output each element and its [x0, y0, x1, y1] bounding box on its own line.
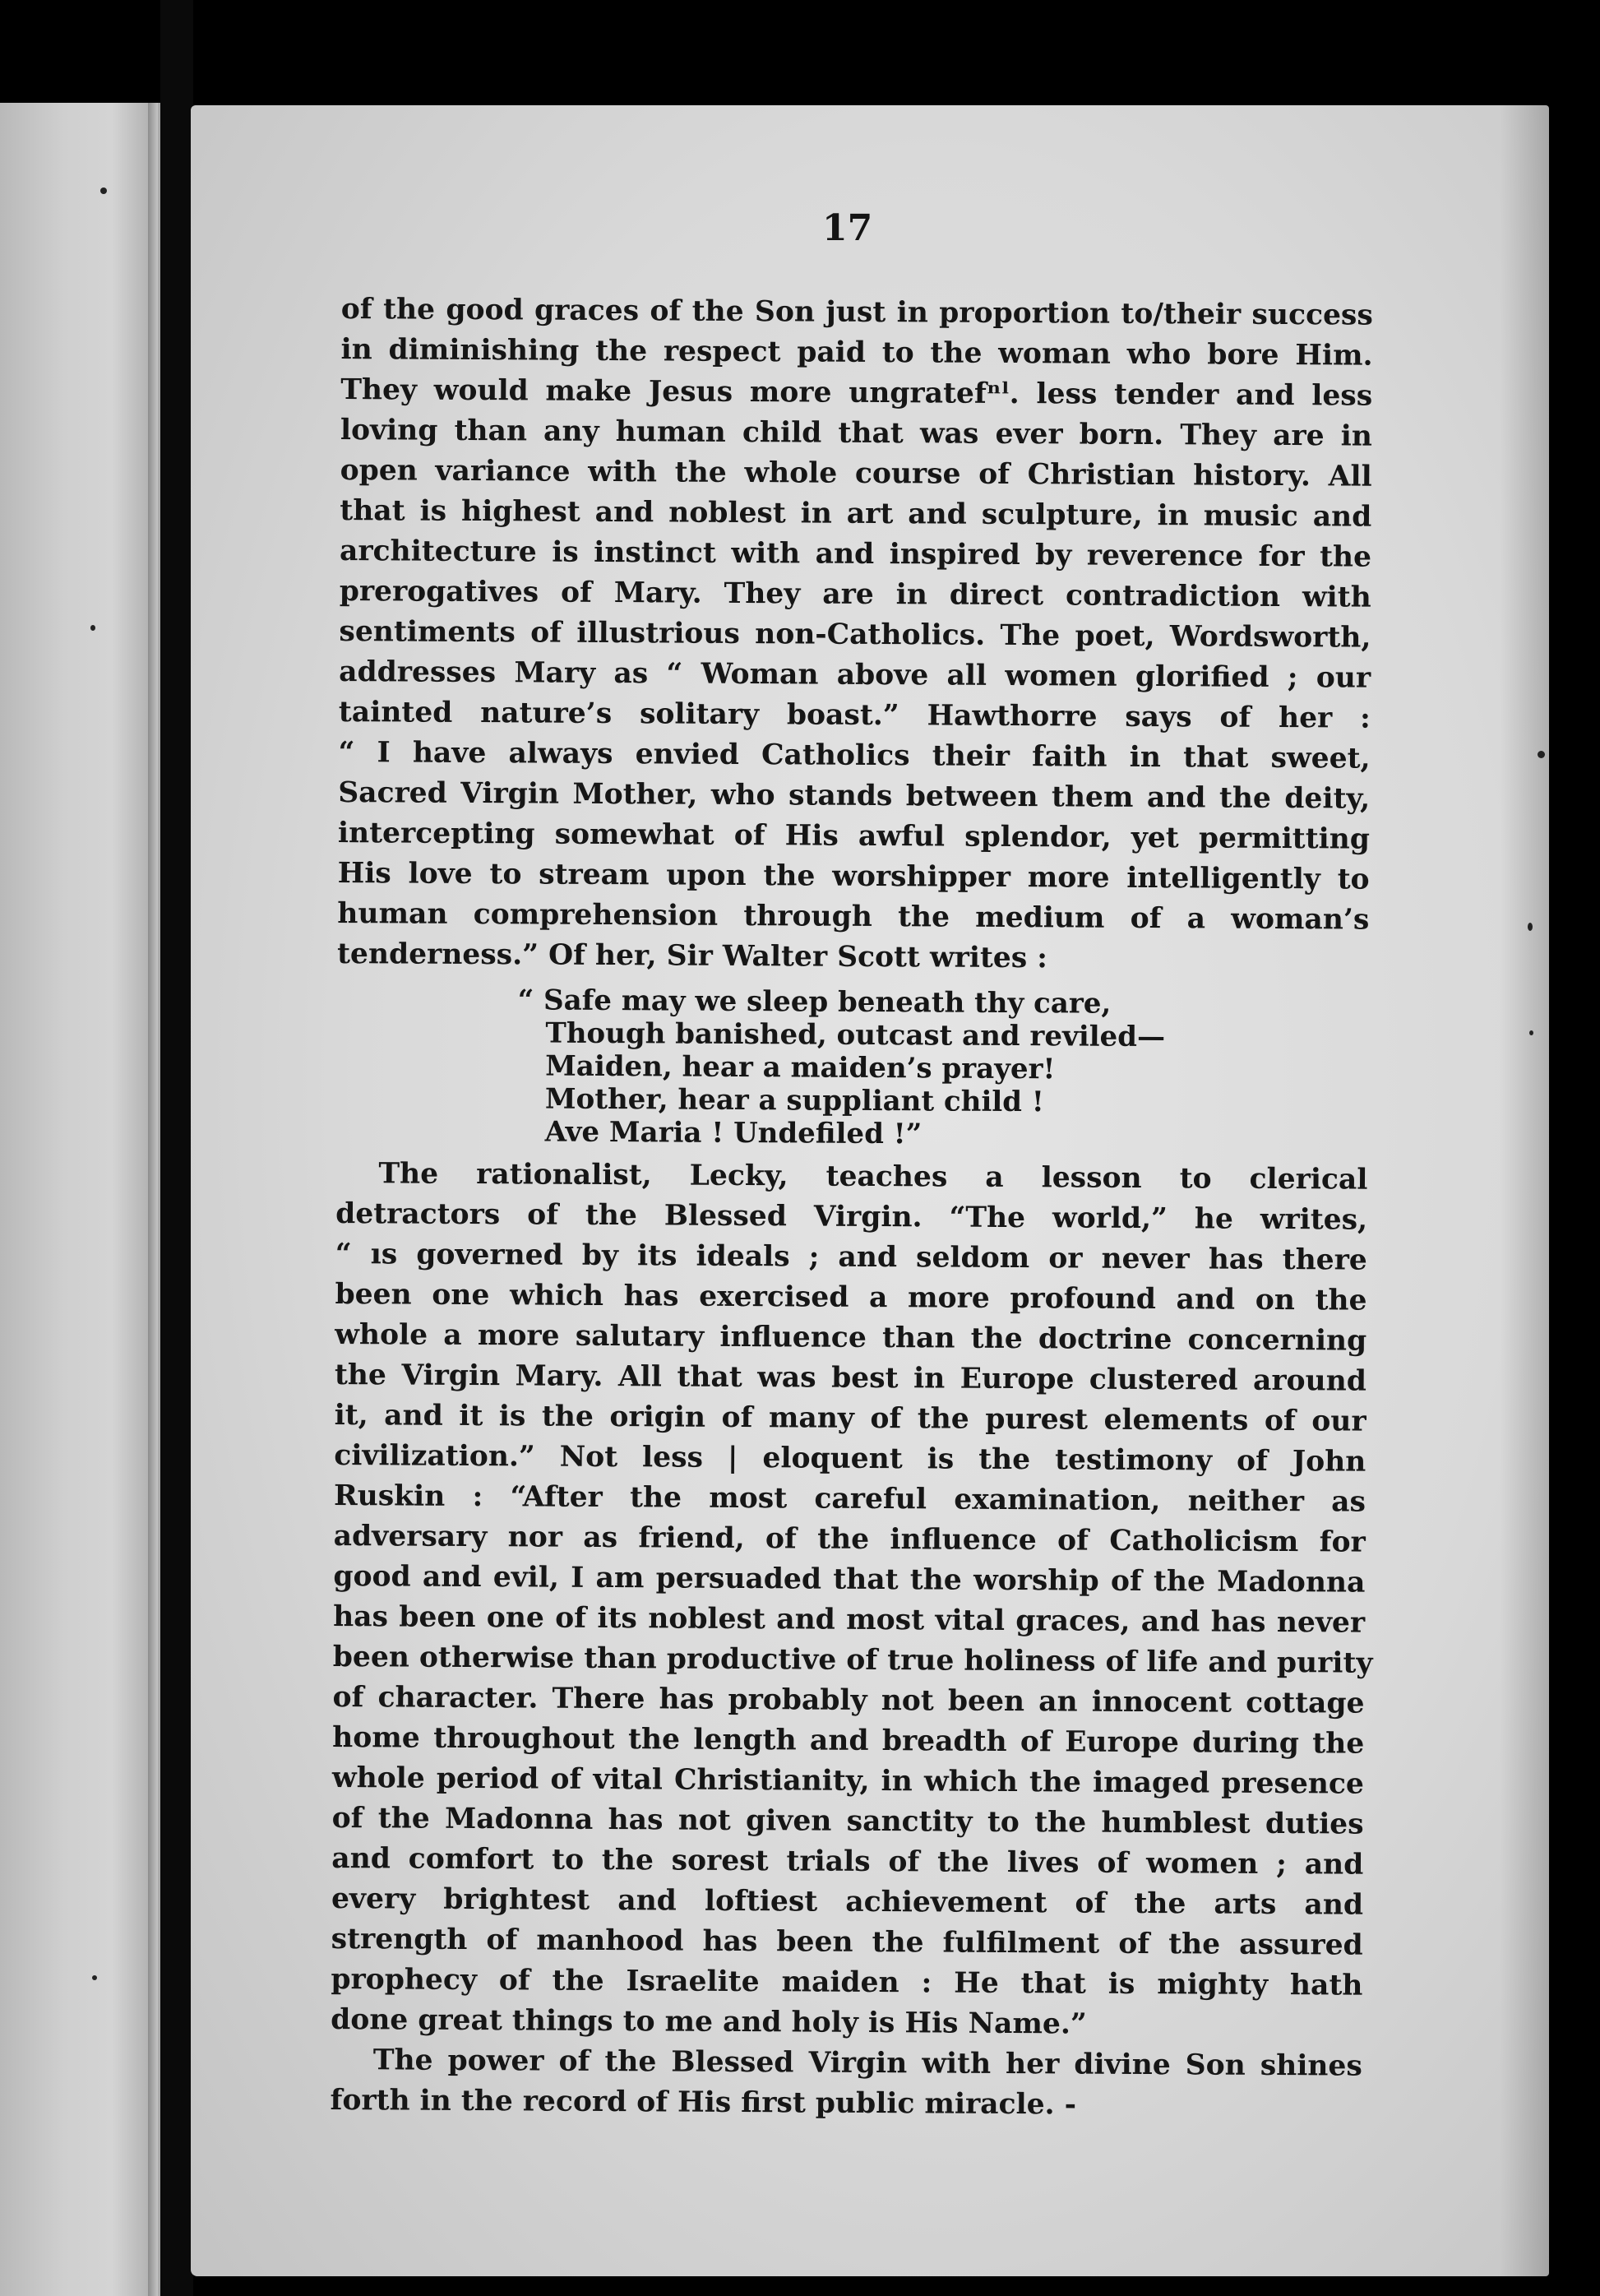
text-line: been otherwise than productive of true holiness of life and purity [332, 1640, 1373, 1680]
text-line: human comprehension through the medium of a woman’s [337, 896, 1370, 937]
binding-gutter [160, 0, 193, 2296]
text-line: Sacred Virgin Mother, who stands between them and the deity, [338, 775, 1371, 816]
text-line: it, and it is the origin of many of the purest elements of our [334, 1398, 1366, 1438]
text-line: loving than any human child that was ever born. They are in [340, 413, 1373, 453]
quoted-poem [336, 983, 1369, 1154]
text-line: of the Madonna has not given sanctity to the humblest duties [331, 1801, 1364, 1841]
poem-line: Maiden, hear a maiden’s prayer! [545, 1049, 1056, 1086]
poem-line: Mother, hear a suppliant child ! [544, 1082, 1044, 1119]
page-body-text [330, 289, 1373, 2127]
text-line: every brightest and loftiest achievement of the arts and [331, 1882, 1364, 1922]
text-line: intercepting somewhat of His awful splendor, yet permitting [337, 816, 1371, 856]
text-line: tainted nature’s solitary boast.” Hawthorre says of her : [338, 695, 1371, 735]
poem-line: “ Safe may we sleep beneath thy care, [517, 984, 1112, 1021]
poem-line: Ave Maria ! Undefiled !” [544, 1115, 923, 1151]
text-line: The rationalist, Lecky, teaches a lesson to clerical [378, 1157, 1368, 1197]
text-line: detractors of the Blessed Virgin. “The world,” he writes, [335, 1197, 1368, 1237]
paragraph [331, 1154, 1373, 2047]
text-line: prerogatives of Mary. They are in direct contradiction with [339, 574, 1371, 614]
text-line: been one which has exercised a more profound and on the [335, 1277, 1367, 1317]
page-number: 17 [822, 207, 873, 249]
scan-speck [100, 187, 107, 194]
text-line: “ I have always envied Catholics their faith in that sweet, [338, 735, 1371, 775]
text-line: Ruskin : “After the most careful examination, neither as [333, 1479, 1366, 1519]
facing-page-shadow [148, 103, 158, 2296]
text-line: addresses Mary as “ Woman above all women glorified ; our [339, 655, 1371, 695]
text-line: open variance with the whole course of Christian history. All [340, 453, 1372, 493]
text-line: home throughout the length and breadth of Europe during the [332, 1720, 1365, 1761]
text-line: of the good graces of the Son just in proportion to/their success [340, 292, 1373, 332]
text-line: They would make Jesus more ungratefⁿˡ. less tender and less [340, 373, 1373, 413]
text-line: good and evil, I am persuaded that the worship of the Madonna [333, 1559, 1366, 1599]
text-line: in diminishing the respect paid to the woman who bore Him. [340, 332, 1373, 373]
text-line: prophecy of the Israelite maiden : He that is mighty hath [331, 1962, 1363, 2002]
text-line: “ ıs governed by its ideals ; and seldom or never has there [335, 1237, 1367, 1277]
text-line: of character. There has probably not been an innocent cottage [332, 1680, 1365, 1720]
text-line: sentiments of illustrious non-Catholics. The poet, Wordsworth, [339, 614, 1371, 655]
text-line: whole period of vital Christianity, in which the imaged presence [331, 1761, 1365, 1801]
scan-speck [92, 1975, 97, 1980]
text-line: has been one of its noblest and most vital graces, and has never [333, 1599, 1366, 1640]
scan-speck [1529, 1030, 1533, 1035]
text-line: tenderness.” Of her, Sir Walter Scott writes : [336, 937, 1048, 975]
text-line: done great things to me and holy is His Name.” [331, 2002, 1087, 2041]
text-line: strength of manhood has been the fulfilment of the assured [331, 1922, 1363, 1962]
text-line: that is highest and noblest in art and sculpture, in music and [340, 493, 1372, 534]
text-line: civilization.” Not less | eloquent is the testimony of John [334, 1438, 1366, 1479]
poem-line: Though banished, outcast and reviled— [545, 1016, 1166, 1054]
text-line: architecture is instinct with and inspired by reverence for the [339, 534, 1372, 574]
scan-speck [1538, 751, 1545, 758]
text-line: and comfort to the sorest trials of the lives of women ; and [331, 1841, 1364, 1882]
facing-page-edge [0, 103, 160, 2296]
paragraph [330, 2040, 1362, 2127]
text-line: whole a more salutary influence than the doctrine concerning [335, 1317, 1367, 1358]
text-line: adversary nor as friend, of the influence of Catholicism for [333, 1519, 1366, 1559]
paragraph [337, 289, 1373, 981]
text-line: forth in the record of His first public miracle. - [330, 2083, 1077, 2122]
scan-speck [1528, 923, 1533, 931]
text-line: His love to stream upon the worshipper more intelligently to [337, 856, 1370, 896]
scan-speck [90, 625, 95, 631]
text-line: The power of the Blessed Virgin with her divine Son shines [372, 2044, 1362, 2083]
text-line: the Virgin Mary. All that was best in Europe clustered around [334, 1358, 1367, 1398]
